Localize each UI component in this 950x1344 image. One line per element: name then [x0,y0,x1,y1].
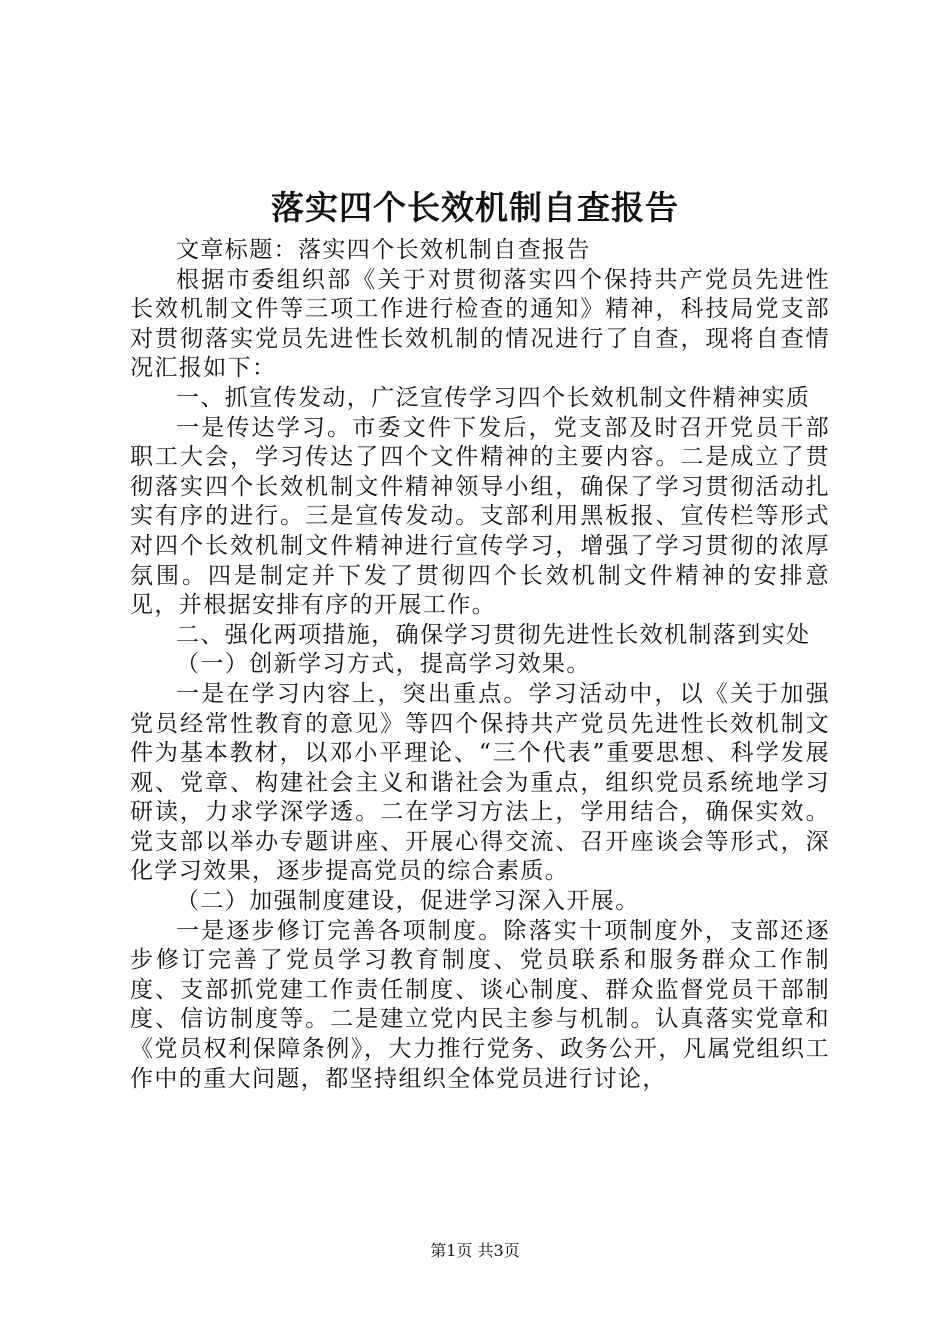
page-footer: 第1页 共3页 [430,1241,520,1260]
document-body [130,236,830,1094]
paragraph-subsection-1: 一是在学习内容上，突出重点。学习活动中，以《关于加强党员经常性教育的意见》等四个保持共产党员先进性长效机制文件为基本教材，以邓小平理论、“三个代表”重要思想、科学发展观、党章、构建社会主义和谐社会为重点，组织党员系统地学习研读，力求学深学透。二在学习方法上，学用结合，确保实效。党支部以举办专题讲座、开展心得交流、召开座谈会等形式，深化学习效果，逐步提高党员的综合素质。 [130,680,830,885]
section-heading-1: 一、抓宣传发动，广泛宣传学习四个长效机制文件精神实质 [176,384,811,411]
subsection-heading-1: （一）创新学习方式，提高学习效果。 [176,651,591,678]
subsection-heading-2: （二）加强制度建设，促进学习深入开展。 [176,888,640,915]
paragraph-article-title: 文章标题：落实四个长效机制自查报告 [176,237,591,263]
document-title: 落实四个长效机制自查报告 [271,188,679,227]
paragraph-intro: 根据市委组织部《关于对贯彻落实四个保持共产党员先进性长效机制文件等三项工作进行检查的通知》精神，科技局党支部对贯彻落实党员先进性长效机制的情况进行了自查，现将自查情况汇报如下： [130,266,830,382]
section-heading-2: 二、强化两项措施，确保学习贯彻先进性长效机制落到实处 [176,621,811,648]
paragraph-subsection-2: 一是逐步修订完善各项制度。除落实十项制度外，支部还逐步修订完善了党员学习教育制度、党员联系和服务群众工作制度、支部抓党建工作责任制度、谈心制度、群众监督党员干部制度、信访制度等。二是建立党内民主参与机制。认真落实党章和《党员权利保障条例》，大力推行党务、政务公开，凡属党组织工作中的重大问题，都坚持组织全体党员进行讨论， [130,917,830,1092]
paragraph-section-1: 一是传达学习。市委文件下发后，党支部及时召开党员干部职工大会，学习传达了四个文件精神的主要内容。二是成立了贯彻落实四个长效机制文件精神领导小组，确保了学习贯彻活动扎实有序的进行。三是宣传发动。支部利用黑板报、宣传栏等形式对四个长效机制文件精神进行宣传学习，增强了学习贯彻的浓厚氛围。四是制定并下发了贯彻四个长效机制文件精神的安排意见，并根据安排有序的开展工作。 [130,414,830,619]
